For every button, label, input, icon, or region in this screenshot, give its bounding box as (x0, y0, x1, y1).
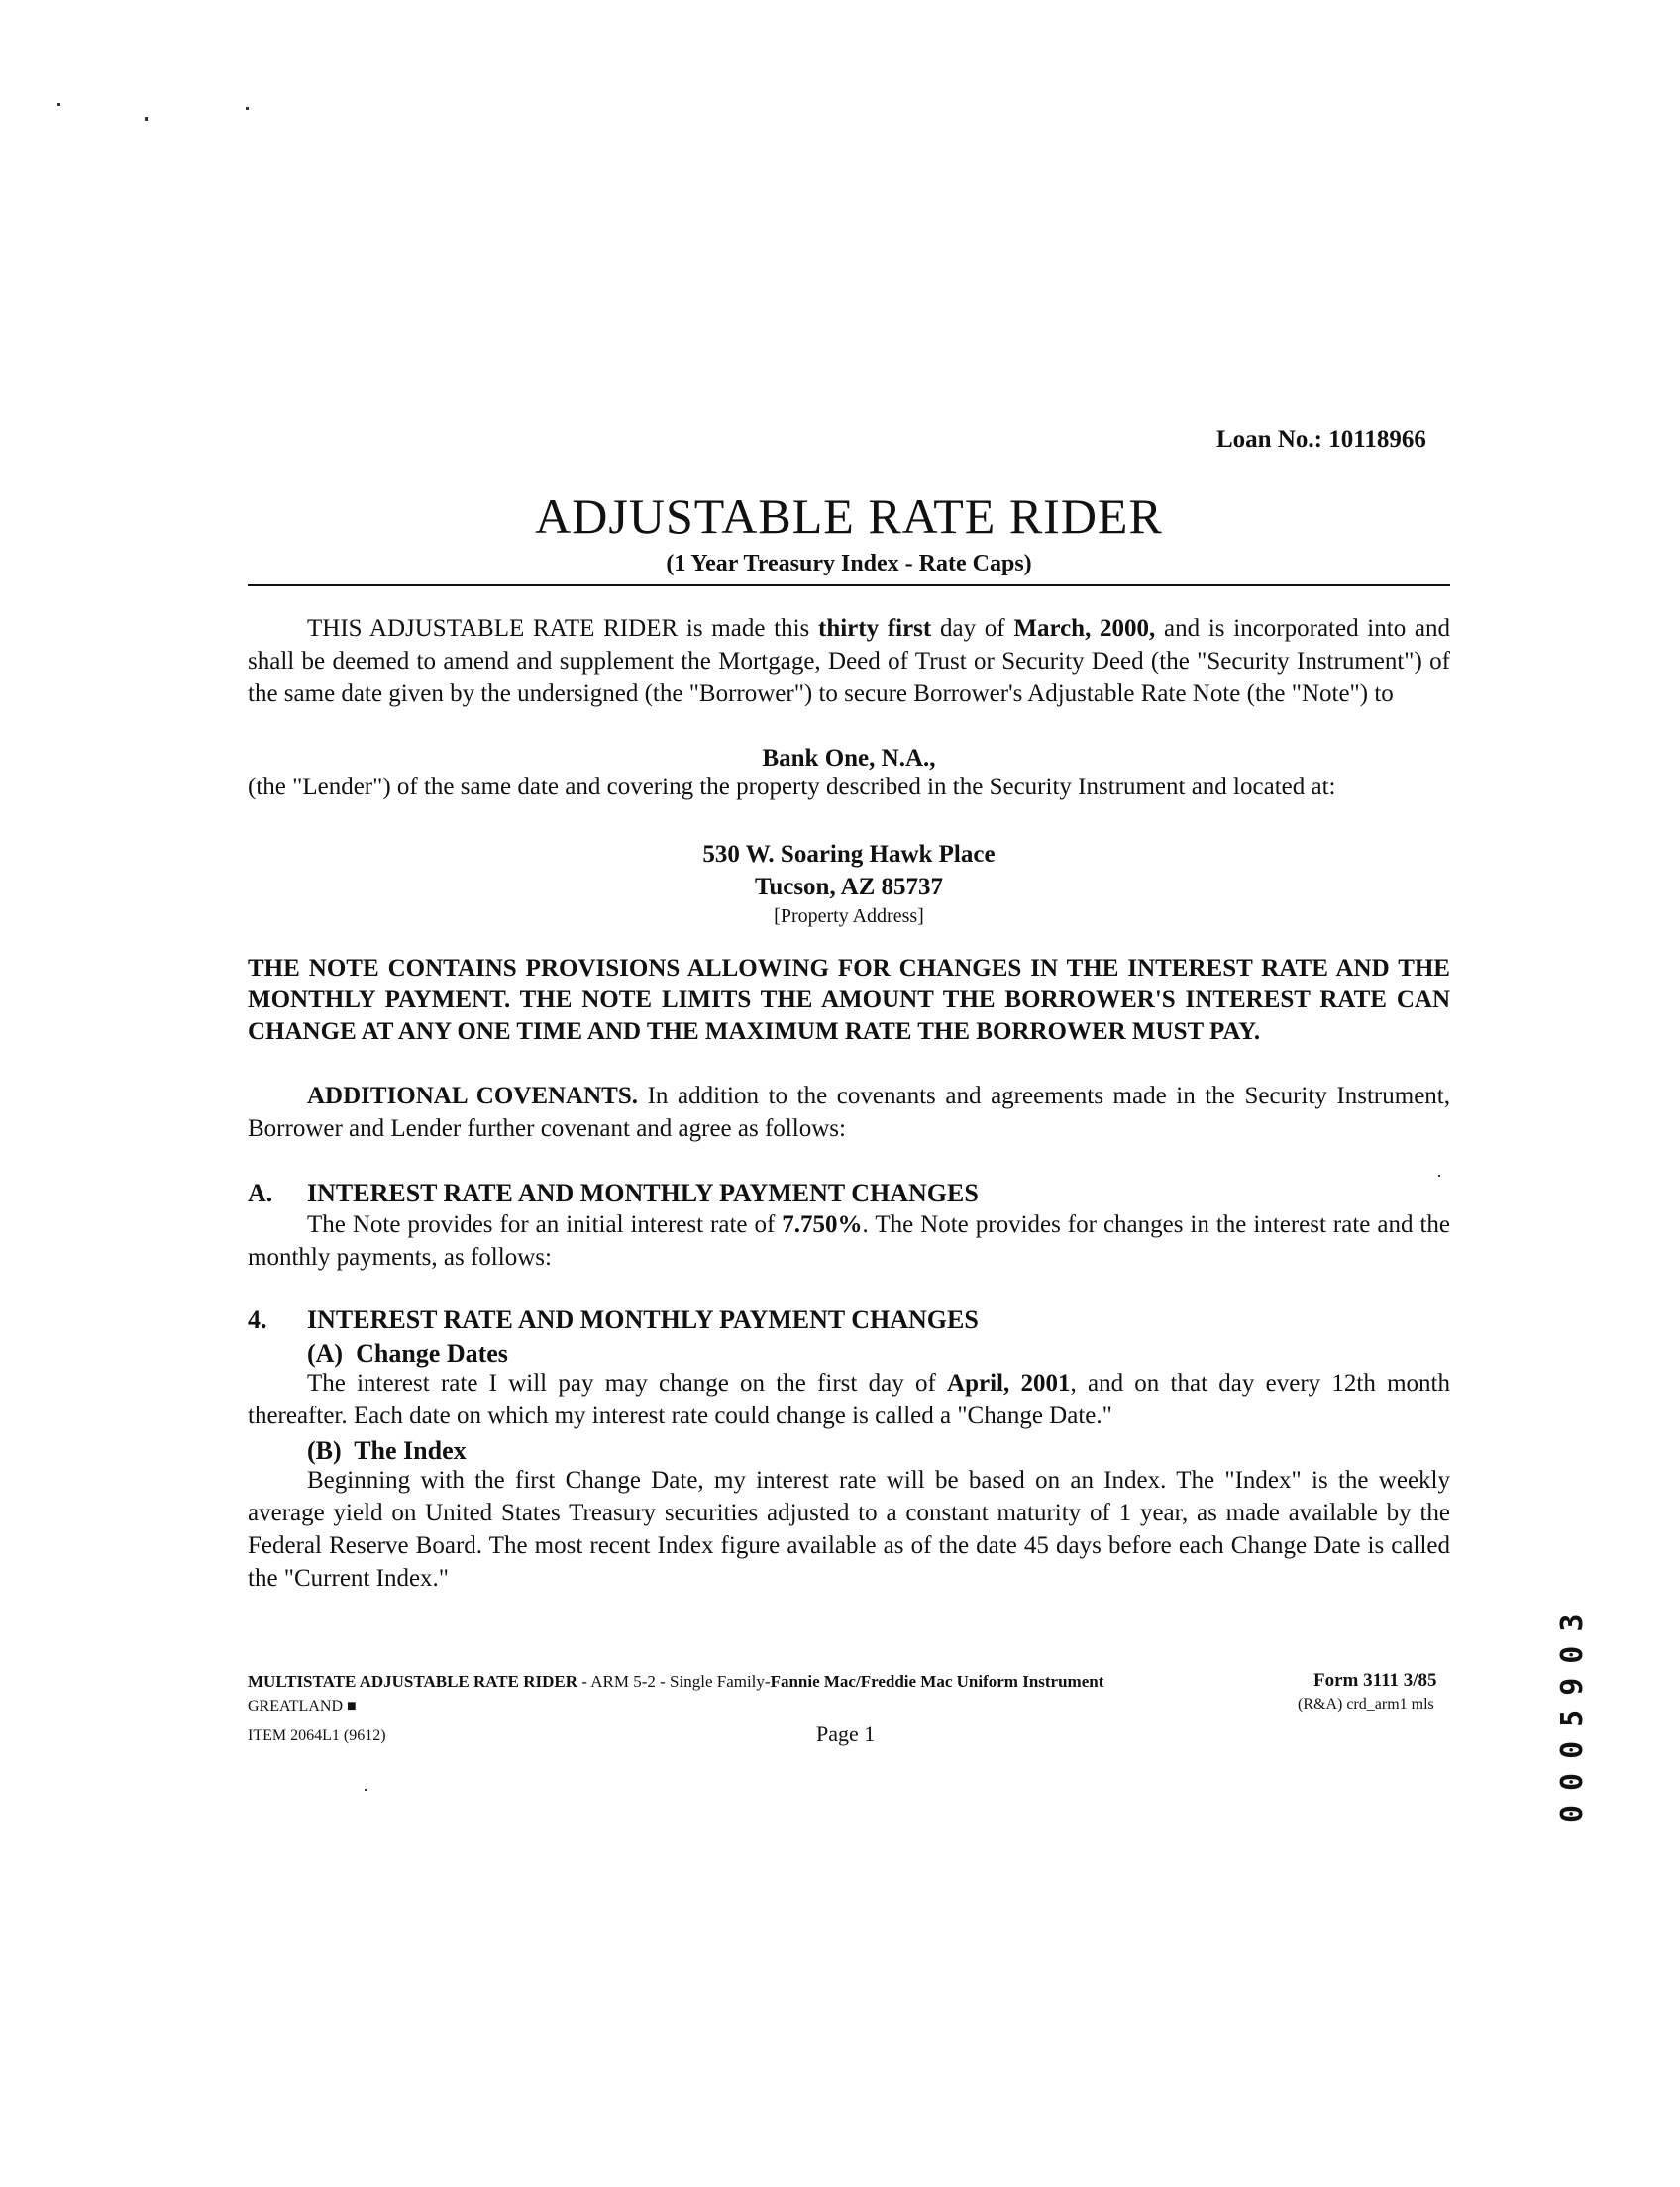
margin-stamp: 0005903 (1555, 1600, 1590, 1822)
index-title: The Index (354, 1436, 467, 1465)
intro-paragraph (248, 612, 1450, 710)
form-title (248, 1672, 1103, 1692)
scan-speck (365, 1789, 367, 1791)
section-4-heading (248, 1305, 979, 1335)
initial-rate: 7.750% (782, 1211, 863, 1238)
scan-speck (145, 117, 148, 121)
covenants-text: In addition to the covenants and agreements made in the Security Instrument, Borrower and Lender further covenant and agree as follows: (248, 1083, 1450, 1142)
rider-date: March, 2000, (1013, 615, 1156, 642)
intro-text-c: and is incorporated into and shall be deemed to amend and supplement the Mortgage, Deed of Trust or Security Deed (the "Security Instrument") of the same date given by the undersigned (the "Borrower") to secure Borrower's Adjustable Rate Note (the "Note") to (248, 615, 1451, 707)
lender-name: Bank One, N.A., (762, 745, 936, 772)
change-dates-paragraph (248, 1367, 1450, 1432)
covenants-label: ADDITIONAL COVENANTS. (307, 1083, 638, 1109)
form-title-c: Fannie (770, 1672, 820, 1691)
intro-text-a: THIS ADJUSTABLE RATE RIDER is made this (307, 615, 818, 642)
section-a-title: INTEREST RATE AND MONTHLY PAYMENT CHANGES (307, 1179, 979, 1207)
first-change-date: April, 2001 (947, 1370, 1071, 1397)
covenants-paragraph (248, 1080, 1450, 1145)
lender-paragraph: (the "Lender") of the same date and covering the property described in the Security Instrument and located at: (248, 774, 1336, 800)
section-a-heading (248, 1179, 979, 1208)
section-a-text-a: The Note provides for an initial interest rate of (307, 1211, 783, 1238)
index-label: (B) (307, 1436, 342, 1465)
index-paragraph: Beginning with the first Change Date, my interest rate will be based on an Index. The "Index" is the weekly average yield on United States Treasury securities adjusted to a constant maturity of 1 year, as made available by the Federal Reserve Board. The most recent Index figure available as of the date 45 days before each Change Date is called the "Current Index." (248, 1467, 1450, 1592)
section-4-title: INTEREST RATE AND MONTHLY PAYMENT CHANGES (307, 1305, 979, 1334)
intro-text-b: day of (931, 615, 1014, 642)
form-title-d: Mac/Freddie Mac Uniform Instrument (819, 1672, 1104, 1691)
notice-paragraph: THE NOTE CONTAINS PROVISIONS ALLOWING FOR CHANGES IN THE INTEREST RATE AND THE MONTHLY PAYMENT. THE NOTE LIMITS THE AMOUNT THE BORROWER'S INTEREST RATE CAN CHANGE AT ANY ONE TIME AND THE MAXIMUM RATE THE BORROWER MUST PAY. (248, 955, 1450, 1045)
property-address (248, 838, 1450, 903)
publisher: GREATLAND ■ (248, 1698, 357, 1715)
loan-number-value: 10118966 (1328, 426, 1426, 453)
section-a-paragraph (248, 1208, 1450, 1274)
form-number: Form 3111 3/85 (1313, 1670, 1437, 1691)
section-a-number: A. (248, 1179, 273, 1207)
scan-speck (246, 107, 249, 110)
change-dates-title: Change Dates (356, 1339, 508, 1368)
title-rule (248, 584, 1450, 586)
section-4-number: 4. (248, 1305, 267, 1334)
page-number: Page 1 (816, 1721, 876, 1746)
document-subtitle: (1 Year Treasury Index - Rate Caps) (666, 551, 1032, 576)
change-dates-label: (A) (307, 1339, 344, 1368)
index-heading (307, 1436, 467, 1466)
change-dates-text-a: The interest rate I will pay may change on the first day of (307, 1370, 948, 1397)
form-title-b: - ARM 5-2 - Single Family- (578, 1672, 771, 1691)
address-line-1: 530 W. Soaring Hawk Place (702, 841, 996, 868)
scan-speck (1438, 1175, 1440, 1177)
preparer-code: (R&A) crd_arm1 mls (1298, 1696, 1434, 1713)
change-dates-heading (307, 1339, 508, 1369)
loan-number-label: Loan No.: (1216, 426, 1322, 453)
scan-speck (57, 103, 60, 106)
property-address-caption: [Property Address] (774, 905, 924, 927)
rider-day: thirty first (818, 615, 932, 642)
form-title-a: MULTISTATE ADJUSTABLE RATE RIDER (248, 1672, 578, 1691)
item-number: ITEM 2064L1 (9612) (248, 1727, 386, 1744)
section-a-text-b: . The Note provides for changes in the interest rate and the monthly payments, as follows: (248, 1211, 1450, 1271)
loan-number-line (1216, 426, 1426, 454)
address-line-2: Tucson, AZ 85737 (754, 874, 944, 900)
document-title: ADJUSTABLE RATE RIDER (535, 488, 1163, 544)
change-dates-text-b: , and on that day every 12th month thereafter. Each date on which my interest rate could change is called a "Change Date." (248, 1370, 1450, 1429)
